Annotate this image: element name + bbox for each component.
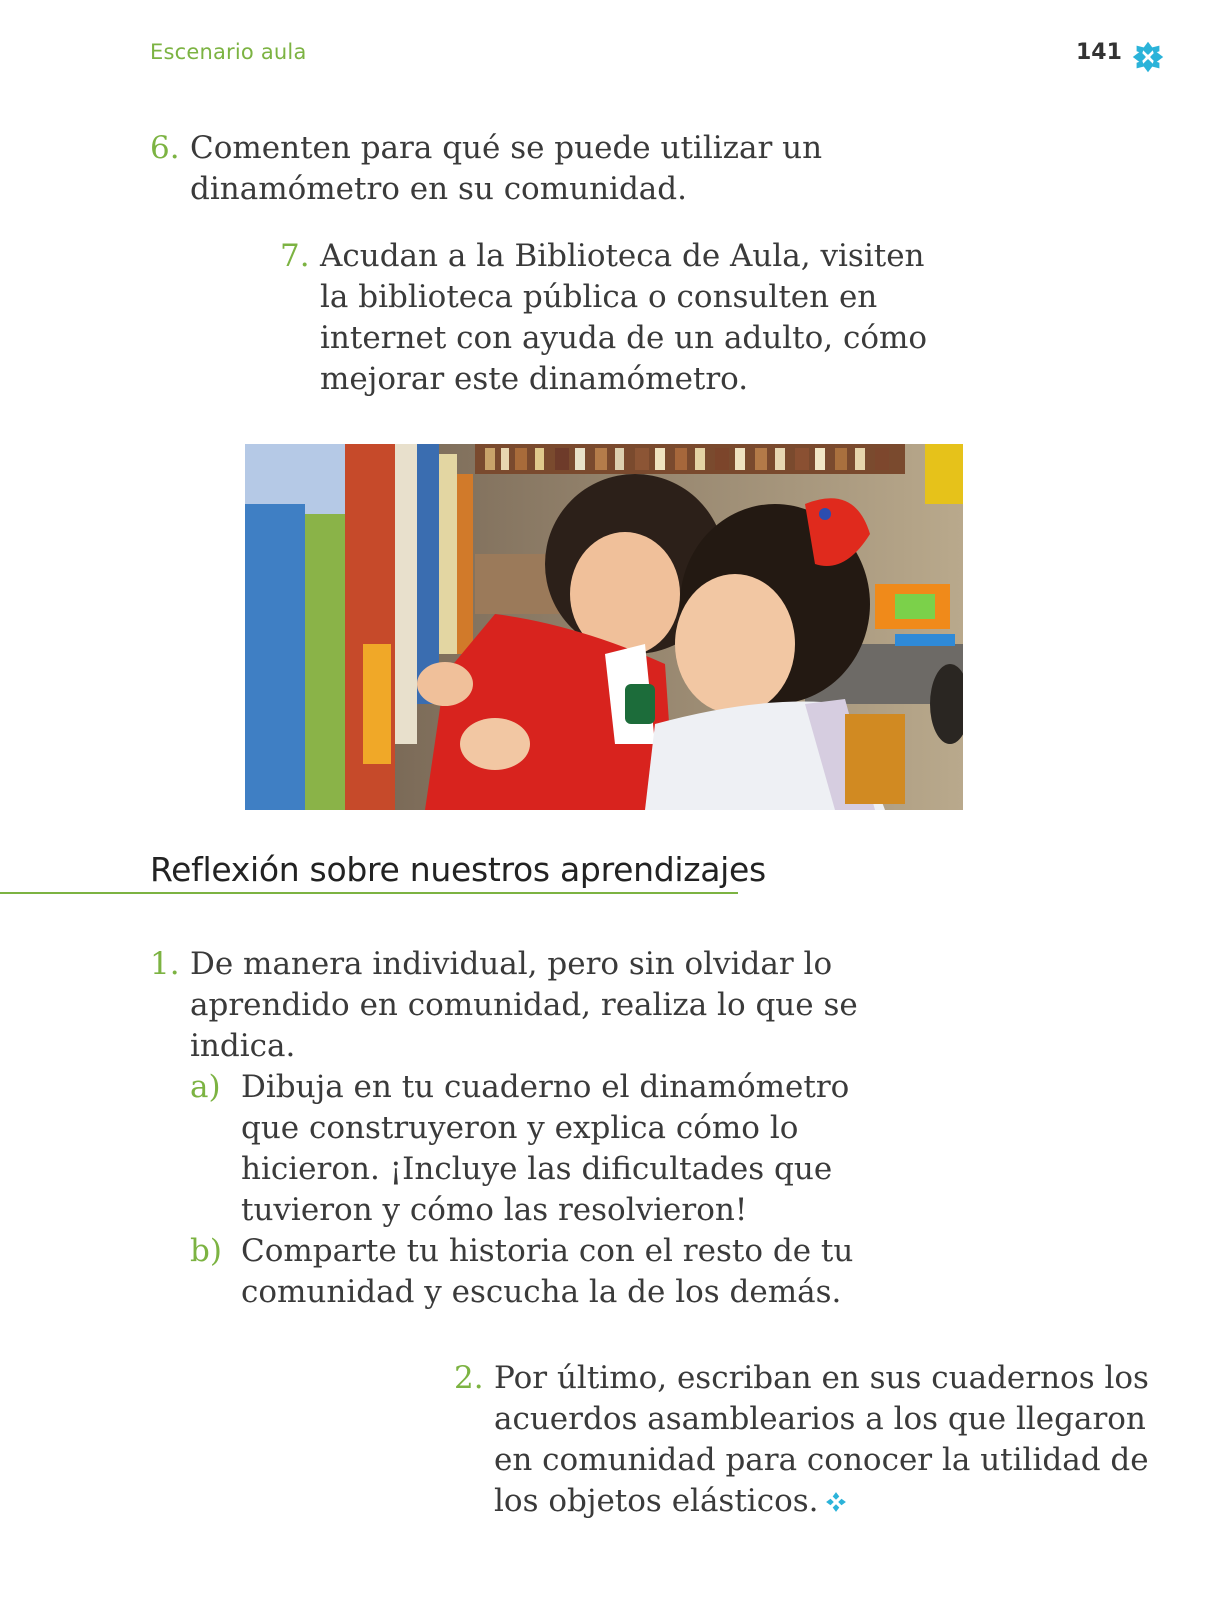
item-line: mejorar este dinamómetro.: [320, 361, 749, 397]
item-line: tuvieron y cómo las resolvieron!: [241, 1192, 748, 1228]
flower-logo-icon: [1129, 38, 1167, 76]
item-number: 1.: [150, 946, 180, 982]
list-item-6: [150, 128, 822, 210]
reflection-item-1: [150, 944, 858, 1067]
item-line: Dibuja en tu cuaderno el dinamómetro: [241, 1069, 850, 1105]
item-number: 2.: [454, 1360, 484, 1396]
item-line: indica.: [190, 1028, 296, 1064]
item-line: Por último, escriban en sus cuadernos los: [494, 1360, 1149, 1396]
item-number: 6.: [150, 130, 180, 166]
item-line-last: [494, 1481, 1149, 1522]
item-line: en comunidad para conocer la utilidad de: [494, 1442, 1149, 1478]
section-divider: [0, 892, 738, 894]
item-line: que construyeron y explica cómo lo: [241, 1110, 799, 1146]
item-line: dinamómetro en su comunidad.: [190, 171, 687, 207]
item-line: De manera individual, pero sin olvidar lo: [190, 946, 833, 982]
item-line: aprendido en comunidad, realiza lo que se: [190, 987, 858, 1023]
item-line: Comenten para qué se puede utilizar un: [190, 130, 823, 166]
item-line: hicieron. ¡Incluye las dificultades que: [241, 1151, 833, 1187]
classroom-library-photo: [245, 444, 963, 810]
subitem-a: [190, 1067, 849, 1231]
photo-illustration: [245, 444, 963, 810]
subitem-letter: a): [190, 1069, 221, 1105]
subitem-b: [190, 1231, 853, 1313]
item-line: Acudan a la Biblioteca de Aula, visiten: [320, 238, 925, 274]
item-line: acuerdos asamblearios a los que llegaron: [494, 1401, 1146, 1437]
reflection-item-2: [454, 1358, 1149, 1522]
item-line: Comparte tu historia con el resto de tu: [241, 1233, 854, 1269]
section-title: Reflexión sobre nuestros aprendizajes: [150, 850, 766, 889]
item-line: internet con ayuda de un adulto, cómo: [320, 320, 928, 356]
item-number: 7.: [280, 238, 310, 274]
item-line: comunidad y escucha la de los demás.: [241, 1274, 842, 1310]
page-number: 141: [1076, 40, 1122, 65]
item-line: la biblioteca pública o consulten en: [320, 279, 878, 315]
running-header: Escenario aula: [150, 40, 307, 64]
item-line: los objetos elásticos.: [494, 1483, 819, 1519]
end-flower-icon: [825, 1491, 847, 1513]
subitem-letter: b): [190, 1233, 222, 1269]
list-item-7: [280, 236, 927, 400]
